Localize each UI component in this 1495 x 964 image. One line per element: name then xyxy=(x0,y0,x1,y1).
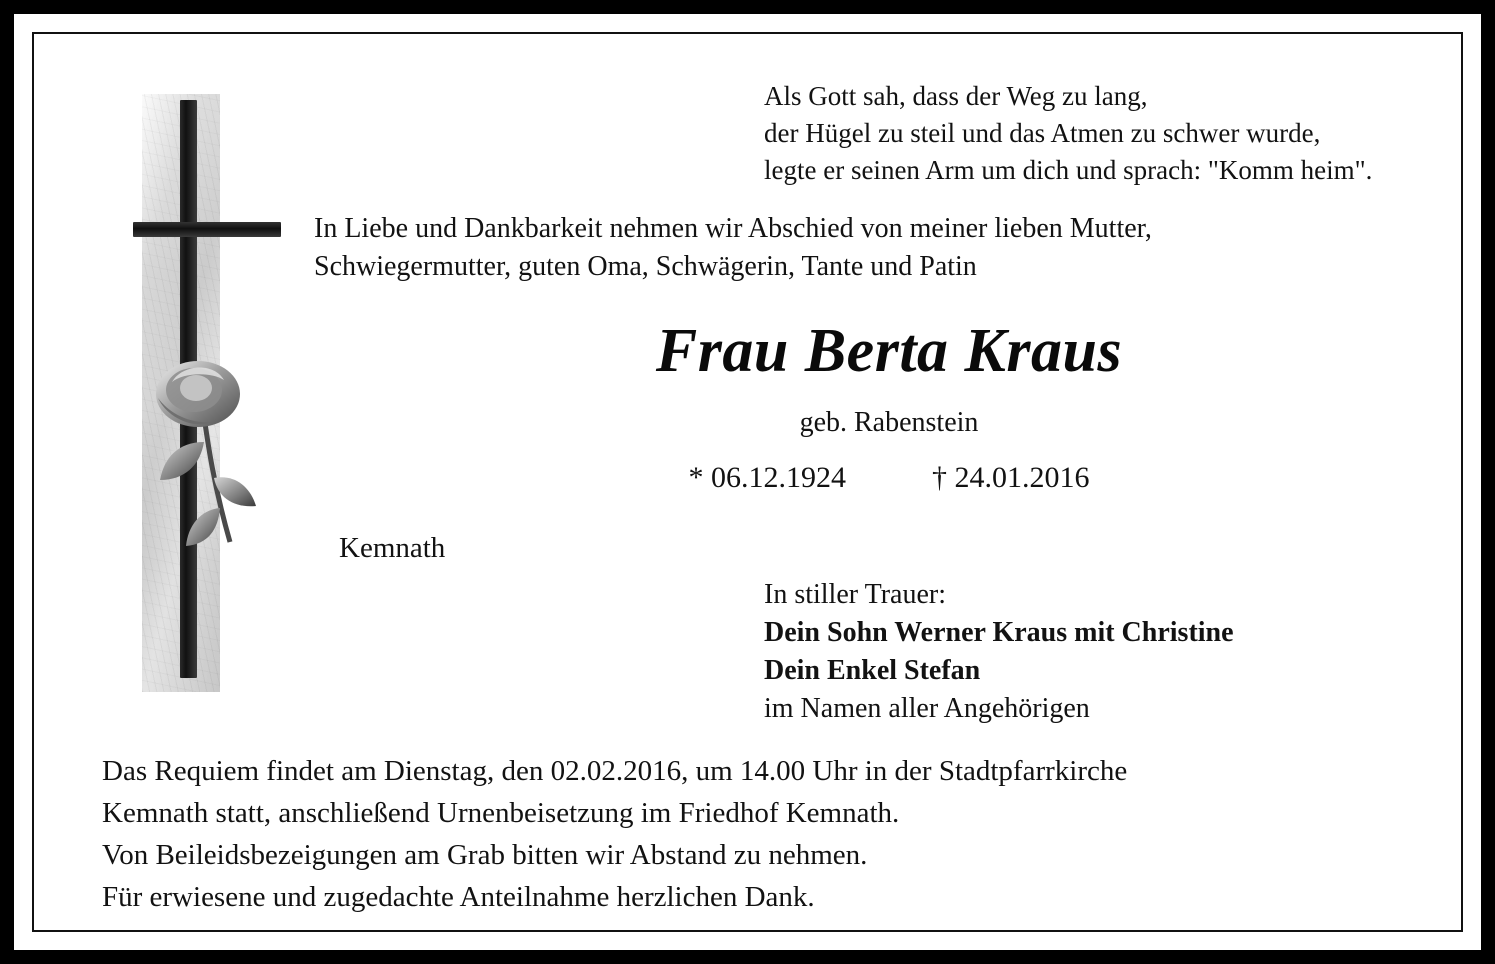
maiden-name: geb. Rabenstein xyxy=(799,407,979,438)
service-line: Von Beileidsbezeigungen am Grab bitten wir Abstand zu nehmen. xyxy=(102,839,868,871)
service-line: Das Requiem findet am Dienstag, den 02.02.2016, um 14.00 Uhr in der Stadtpfarrkirche xyxy=(102,755,1128,787)
poem-line: der Hügel zu steil und das Atmen zu schwer wurde, xyxy=(764,118,1321,148)
mourner-son: Dein Sohn Werner Kraus mit Christine xyxy=(764,617,1234,648)
birth-date: * 06.12.1924 xyxy=(688,461,846,494)
rose-icon xyxy=(138,346,278,578)
mourner-relatives: im Namen aller Angehörigen xyxy=(764,693,1090,724)
service-details xyxy=(102,750,1472,918)
intro-line: In Liebe und Dankbarkeit nehmen wir Abschied von meiner lieben Mutter, xyxy=(314,213,1152,244)
card-inner-frame xyxy=(32,32,1463,932)
mourners-block xyxy=(764,576,1464,728)
poem-block xyxy=(764,78,1464,189)
mourner-grandson: Dein Enkel Stefan xyxy=(764,655,981,686)
poem-line: legte er seinen Arm um dich und sprach: "Komm heim". xyxy=(764,155,1373,185)
intro-block xyxy=(314,210,1464,286)
intro-line: Schwiegermutter, guten Oma, Schwägerin, Tante und Patin xyxy=(314,251,977,282)
life-dates xyxy=(314,461,1464,495)
cross-crossbar-icon xyxy=(133,222,281,237)
death-date: † 24.01.2016 xyxy=(932,461,1090,494)
mourning-heading: In stiller Trauer: xyxy=(764,579,946,610)
deceased-name: Frau Berta Kraus xyxy=(655,317,1123,385)
poem-line: Als Gott sah, dass der Weg zu lang, xyxy=(764,81,1148,111)
service-line: Kemnath statt, anschließend Urnenbeisetzung im Friedhof Kemnath. xyxy=(102,797,900,829)
place-name: Kemnath xyxy=(339,532,446,564)
service-line: Für erwiesene und zugedachte Anteilnahme herzlichen Dank. xyxy=(102,881,815,913)
